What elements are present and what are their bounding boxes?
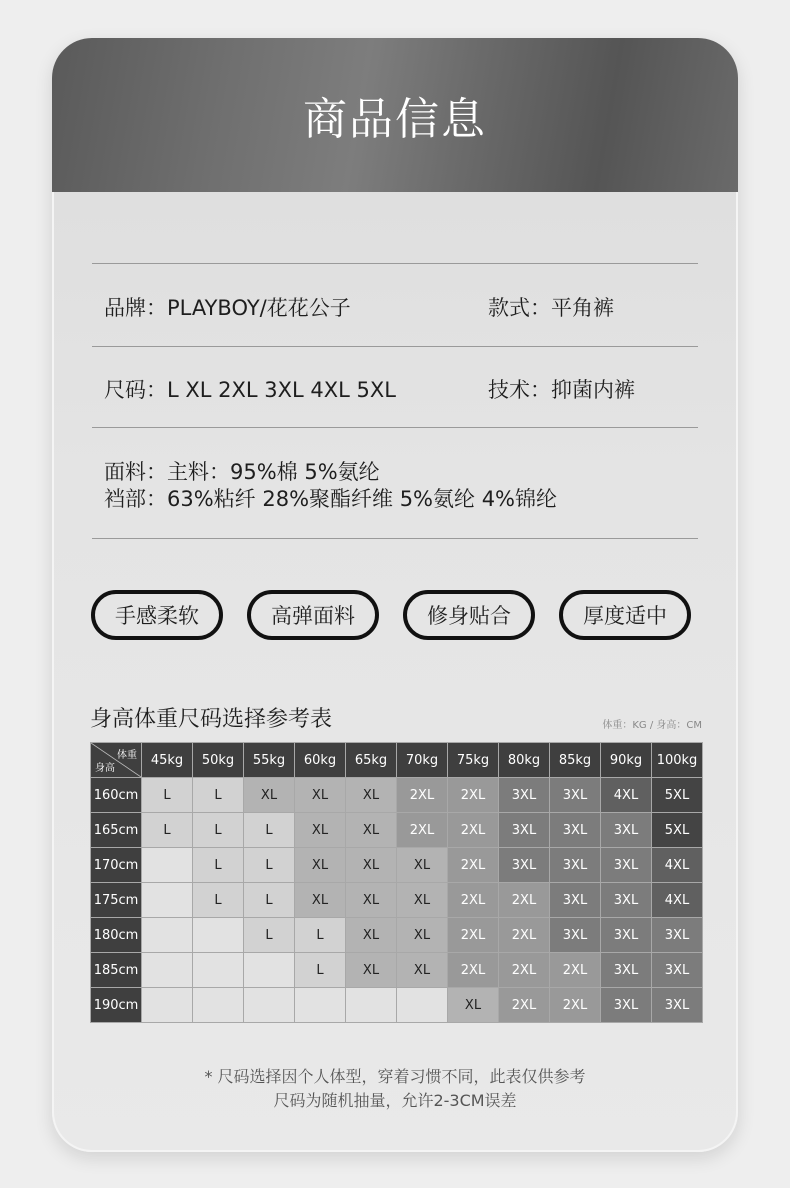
size-cell: XL — [295, 883, 346, 918]
size-chart-corner — [91, 743, 142, 778]
corner-height-label: 身高 — [95, 763, 115, 774]
size-cell: 2XL — [397, 778, 448, 813]
size-cell: 3XL — [601, 918, 652, 953]
page-title: 商品信息 — [303, 94, 487, 145]
size-cell: L — [142, 813, 193, 848]
size-cell: XL — [295, 778, 346, 813]
table-row — [91, 918, 703, 953]
size-cell: XL — [397, 918, 448, 953]
footnote-line1: * 尺码选择因个人体型，穿着习惯不同，此表仅供参考 — [204, 1067, 586, 1086]
size-cell: 3XL — [601, 848, 652, 883]
size-cell — [346, 988, 397, 1023]
size-cell: 3XL — [601, 988, 652, 1023]
fabric-main: 面料：主料：95%棉 5%氨纶 — [104, 460, 380, 484]
size-cell: 2XL — [499, 883, 550, 918]
table-row — [91, 778, 703, 813]
size-cell: 3XL — [550, 813, 601, 848]
size-cell: 3XL — [601, 813, 652, 848]
size-chart-body — [91, 778, 703, 1023]
size-cell — [142, 988, 193, 1023]
size-cell: XL — [346, 813, 397, 848]
size-cell: 4XL — [652, 848, 703, 883]
corner-weight-label: 体重 — [117, 750, 137, 761]
divider — [92, 263, 698, 264]
size-cell: 3XL — [601, 953, 652, 988]
footnote-line2: 尺码为随机抽量，允许2-3CM误差 — [273, 1091, 517, 1110]
size-cell: XL — [244, 778, 295, 813]
product-info-card — [52, 38, 738, 1152]
feature-badge-thickness: 厚度适中 — [559, 590, 691, 640]
size-cell: 3XL — [499, 813, 550, 848]
weight-header: 60kg — [295, 743, 346, 778]
weight-header: 85kg — [550, 743, 601, 778]
size-cell: XL — [346, 883, 397, 918]
divider — [92, 427, 698, 428]
fabric-crotch: 裆部：63%粘纤 28%聚酯纤维 5%氨纶 4%锦纶 — [104, 487, 558, 511]
size-cell: L — [244, 848, 295, 883]
size-cell: L — [244, 813, 295, 848]
size-cell: 3XL — [550, 848, 601, 883]
size-cell — [142, 953, 193, 988]
divider — [92, 538, 698, 539]
size-chart-title: 身高体重尺码选择参考表 — [90, 707, 333, 732]
weight-header: 80kg — [499, 743, 550, 778]
size-cell: 3XL — [652, 918, 703, 953]
size-cell: 2XL — [499, 918, 550, 953]
size-cell: 2XL — [499, 988, 550, 1023]
size-cell: 2XL — [550, 988, 601, 1023]
size-cell: XL — [448, 988, 499, 1023]
brand-info: 品牌：PLAYBOY/花花公子 — [104, 296, 351, 320]
size-cell — [397, 988, 448, 1023]
size-cell: L — [295, 918, 346, 953]
size-cell — [244, 988, 295, 1023]
size-cell: L — [142, 778, 193, 813]
table-row — [91, 953, 703, 988]
table-row — [91, 883, 703, 918]
size-cell: 5XL — [652, 813, 703, 848]
size-cell — [193, 953, 244, 988]
size-chart-header-row — [91, 743, 703, 778]
size-cell — [244, 953, 295, 988]
size-cell — [142, 918, 193, 953]
size-cell: L — [244, 918, 295, 953]
feature-badge-fit: 修身贴合 — [403, 590, 535, 640]
unit-note: 体重：KG / 身高：CM — [602, 720, 702, 731]
table-row — [91, 848, 703, 883]
height-header: 190cm — [91, 988, 142, 1023]
weight-header: 50kg — [193, 743, 244, 778]
height-header: 160cm — [91, 778, 142, 813]
weight-header: 90kg — [601, 743, 652, 778]
weight-header: 45kg — [142, 743, 193, 778]
table-row — [91, 988, 703, 1023]
size-cell — [193, 918, 244, 953]
size-cell: XL — [346, 848, 397, 883]
size-cell: XL — [346, 778, 397, 813]
size-cell: 3XL — [499, 778, 550, 813]
style-info: 款式：平角裤 — [488, 296, 614, 320]
size-cell: 4XL — [652, 883, 703, 918]
size-cell: 3XL — [652, 953, 703, 988]
size-cell: XL — [295, 848, 346, 883]
height-header: 170cm — [91, 848, 142, 883]
size-cell: 2XL — [550, 953, 601, 988]
size-cell: XL — [346, 953, 397, 988]
size-cell: 2XL — [448, 848, 499, 883]
size-cell: 2XL — [499, 953, 550, 988]
size-cell: XL — [295, 813, 346, 848]
size-cell — [142, 848, 193, 883]
size-cell: 3XL — [550, 883, 601, 918]
feature-badge-soft: 手感柔软 — [91, 590, 223, 640]
size-cell: XL — [346, 918, 397, 953]
tech-info: 技术：抑菌内裤 — [488, 378, 635, 402]
size-cell: 5XL — [652, 778, 703, 813]
weight-header: 65kg — [346, 743, 397, 778]
height-header: 165cm — [91, 813, 142, 848]
height-header: 185cm — [91, 953, 142, 988]
size-cell: L — [193, 813, 244, 848]
size-chart-table — [90, 742, 703, 1023]
size-cell — [295, 988, 346, 1023]
divider — [92, 346, 698, 347]
size-cell: 2XL — [448, 953, 499, 988]
size-cell: 2XL — [397, 813, 448, 848]
size-cell: 2XL — [448, 778, 499, 813]
header-banner — [52, 38, 738, 192]
table-row — [91, 813, 703, 848]
size-cell: L — [193, 848, 244, 883]
height-header: 180cm — [91, 918, 142, 953]
size-cell: L — [295, 953, 346, 988]
size-cell: 4XL — [601, 778, 652, 813]
height-header: 175cm — [91, 883, 142, 918]
feature-badge-elastic: 高弹面料 — [247, 590, 379, 640]
weight-header: 75kg — [448, 743, 499, 778]
weight-header: 100kg — [652, 743, 703, 778]
size-cell: 2XL — [448, 918, 499, 953]
weight-header: 55kg — [244, 743, 295, 778]
sizes-info: 尺码：L XL 2XL 3XL 4XL 5XL — [104, 378, 396, 402]
size-cell: 3XL — [601, 883, 652, 918]
size-cell: 3XL — [499, 848, 550, 883]
size-cell: L — [193, 883, 244, 918]
size-cell: L — [193, 778, 244, 813]
size-cell: XL — [397, 883, 448, 918]
weight-header: 70kg — [397, 743, 448, 778]
size-cell: 2XL — [448, 813, 499, 848]
size-cell: 2XL — [448, 883, 499, 918]
size-cell — [142, 883, 193, 918]
size-cell: XL — [397, 848, 448, 883]
size-cell: L — [244, 883, 295, 918]
size-cell — [193, 988, 244, 1023]
size-cell: 3XL — [550, 918, 601, 953]
size-cell: XL — [397, 953, 448, 988]
size-cell: 3XL — [652, 988, 703, 1023]
size-cell: 3XL — [550, 778, 601, 813]
